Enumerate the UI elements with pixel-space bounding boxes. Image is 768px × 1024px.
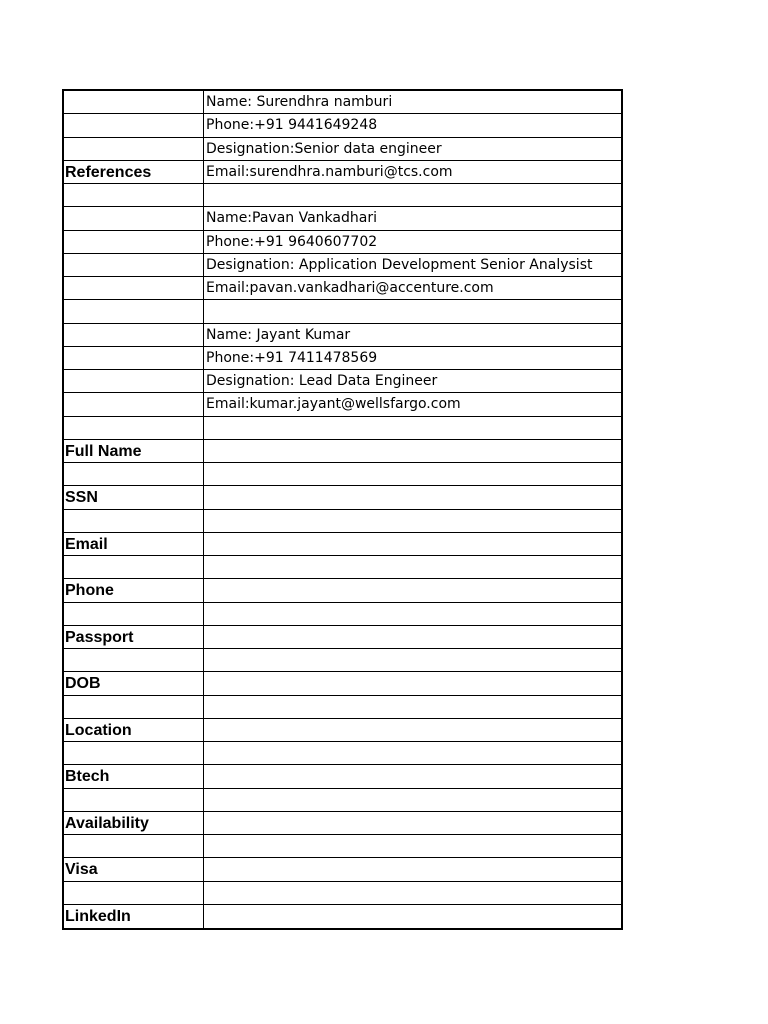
value-cell [204,510,621,532]
label-cell [64,184,204,206]
table-row [64,300,621,323]
reference-designation: Designation: Application Development Senior Analysist [206,256,593,273]
label-cell [64,742,204,764]
label-cell [64,649,204,671]
table-row [64,370,621,393]
table-row [64,324,621,347]
table-row [64,463,621,486]
value-cell [204,742,621,764]
table-row [64,393,621,416]
label-cell [64,417,204,439]
reference-details-table [62,89,623,930]
table-row [64,161,621,184]
label-cell [64,324,204,346]
reference-phone: Phone:+91 7411478569 [206,349,378,366]
full-name-value [204,440,621,462]
label-cell [64,696,204,718]
table-row [64,207,621,230]
linkedin-label: LinkedIn [64,905,204,928]
reference-designation: Designation: Lead Data Engineer [206,373,438,389]
references-label: References [64,161,204,183]
visa-label: Visa [64,858,204,880]
table-row [64,696,621,719]
value-cell [204,835,621,857]
reference-name: Name:Pavan Vankadhari [206,210,377,227]
value-cell [204,603,621,625]
table-row [64,254,621,277]
table-row [64,649,621,672]
reference-designation: Designation:Senior data engineer [206,140,442,157]
table-row [64,231,621,254]
label-cell [64,231,204,253]
table-row [64,138,621,161]
label-cell [64,347,204,369]
label-cell [64,603,204,625]
table-row [64,347,621,370]
ssn-value [204,486,621,508]
table-row [64,835,621,858]
email-value [204,533,621,555]
reference-name: Name: Jayant Kumar [206,326,351,343]
table-row [64,277,621,300]
label-cell [64,789,204,811]
table-row [64,91,621,114]
table-row [64,789,621,812]
table-row [64,882,621,905]
table-row [64,812,621,835]
email-label: Email [64,533,204,555]
table-row [64,765,621,788]
table-row [64,579,621,602]
label-cell [64,91,204,113]
value-cell [204,184,621,206]
label-cell [64,138,204,160]
table-row [64,672,621,695]
table-row [64,510,621,533]
reference-phone: Phone:+91 9441649248 [206,117,378,134]
reference-email: Email:kumar.jayant@wellsfargo.com [206,396,461,413]
label-cell [64,300,204,322]
btech-value [204,765,621,787]
btech-label: Btech [64,765,204,787]
label-cell [64,835,204,857]
location-value [204,719,621,741]
table-row [64,556,621,579]
availability-value [204,812,621,834]
phone-value [204,579,621,601]
value-cell [204,882,621,904]
table-row [64,440,621,463]
value-cell [204,300,621,322]
reference-phone: Phone:+91 9640607702 [206,233,378,250]
table-row [64,114,621,137]
label-cell [64,463,204,485]
table-row [64,719,621,742]
label-cell [64,556,204,578]
value-cell [204,556,621,578]
visa-value [204,858,621,880]
label-cell [64,254,204,276]
value-cell [204,417,621,439]
value-cell [204,789,621,811]
table-row [64,533,621,556]
table-row [64,905,621,928]
value-cell [204,463,621,485]
dob-value [204,672,621,694]
label-cell [64,882,204,904]
reference-name: Name: Surendhra namburi [206,94,393,110]
reference-email: Email:surendhra.namburi@tcs.com [206,163,453,180]
phone-label: Phone [64,579,204,601]
label-cell [64,370,204,392]
passport-label: Passport [64,626,204,648]
passport-value [204,626,621,648]
table-row [64,417,621,440]
reference-email: Email:pavan.vankadhari@accenture.com [206,280,494,296]
label-cell [64,207,204,229]
table-row [64,486,621,509]
table-row [64,184,621,207]
location-label: Location [64,719,204,741]
label-cell [64,114,204,136]
label-cell [64,277,204,299]
dob-label: DOB [64,672,204,694]
table-row [64,742,621,765]
availability-label: Availability [64,812,204,834]
label-cell [64,393,204,415]
linkedin-value [204,905,621,928]
value-cell [204,649,621,671]
value-cell [204,696,621,718]
ssn-label: SSN [64,486,204,508]
table-row [64,626,621,649]
table-row [64,603,621,626]
table-row [64,858,621,881]
full-name-label: Full Name [64,440,204,462]
label-cell [64,510,204,532]
